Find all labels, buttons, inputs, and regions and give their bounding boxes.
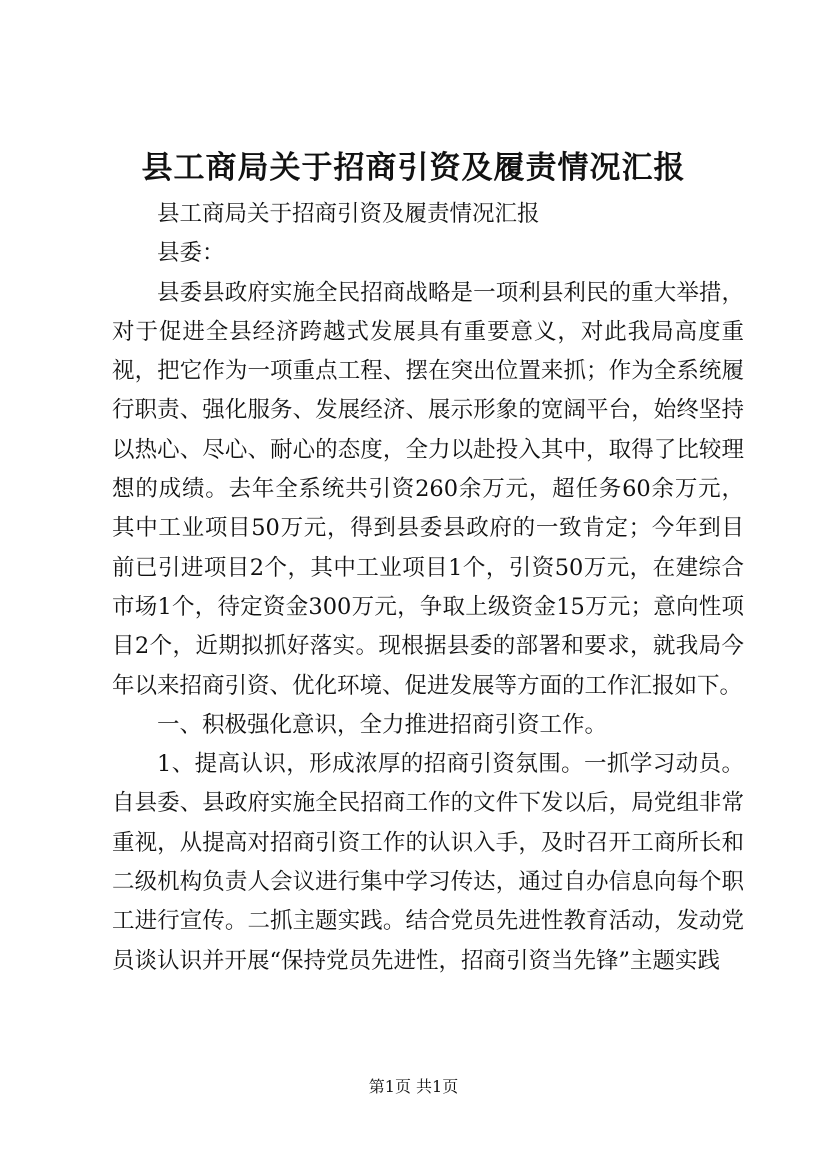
body-paragraph-item-1: 1、提高认识，形成浓厚的招商引资氛围。一抓学习动员。自县委、县政府实施全民招商工作的文件下发以后，局党组非常重视，从提高对招商引资工作的认识入手，及时召开工商所长和二级机构负责人会议进行集中学习传达，通过自办信息向每个职工进行宣传。二抓主题实践。结合党员先进性教育活动，发动党员谈认识并开展“保持党员先进性，招商引资当先锋”主题实践 (112, 751, 744, 974)
document-body (112, 195, 744, 981)
section-heading-1: 一、积极强化意识，全力推进招商引资工作。 (157, 711, 608, 738)
document-subtitle-paragraph: 县工商局关于招商引资及履责情况汇报 (157, 201, 540, 227)
body-paragraph-intro: 县委县政府实施全民招商战略是一项利县利民的重大举措，对于促进全县经济跨越式发展具有重要意义，对此我局高度重视，把它作为一项重点工程、摆在突出位置来抓；作为全系统履行职责、强化服务、发展经济、展示形象的宽阔平台，始终坚持以热心、尽心、耐心的态度，全力以赴投入其中，取得了比较理想的成绩。去年全系统共引资260余万元，超任务60余万元，其中工业项目50万元，得到县委县政府的一致肯定；今年到目前已引进项目2个，其中工业项目1个，引资50万元，在建综合市场1个，待定资金300万元，争取上级资金15万元；意向性项目2个，近期拟抓好落实。现根据县委的部署和要求，就我局今年以来招商引资、优化环境、促进发展等方面的工作汇报如下。 (112, 279, 744, 699)
page-footer: 第1页 共1页 (368, 1077, 459, 1096)
document-title: 县工商局关于招商引资及履责情况汇报 (141, 150, 686, 186)
salutation-paragraph: 县委： (157, 240, 225, 267)
